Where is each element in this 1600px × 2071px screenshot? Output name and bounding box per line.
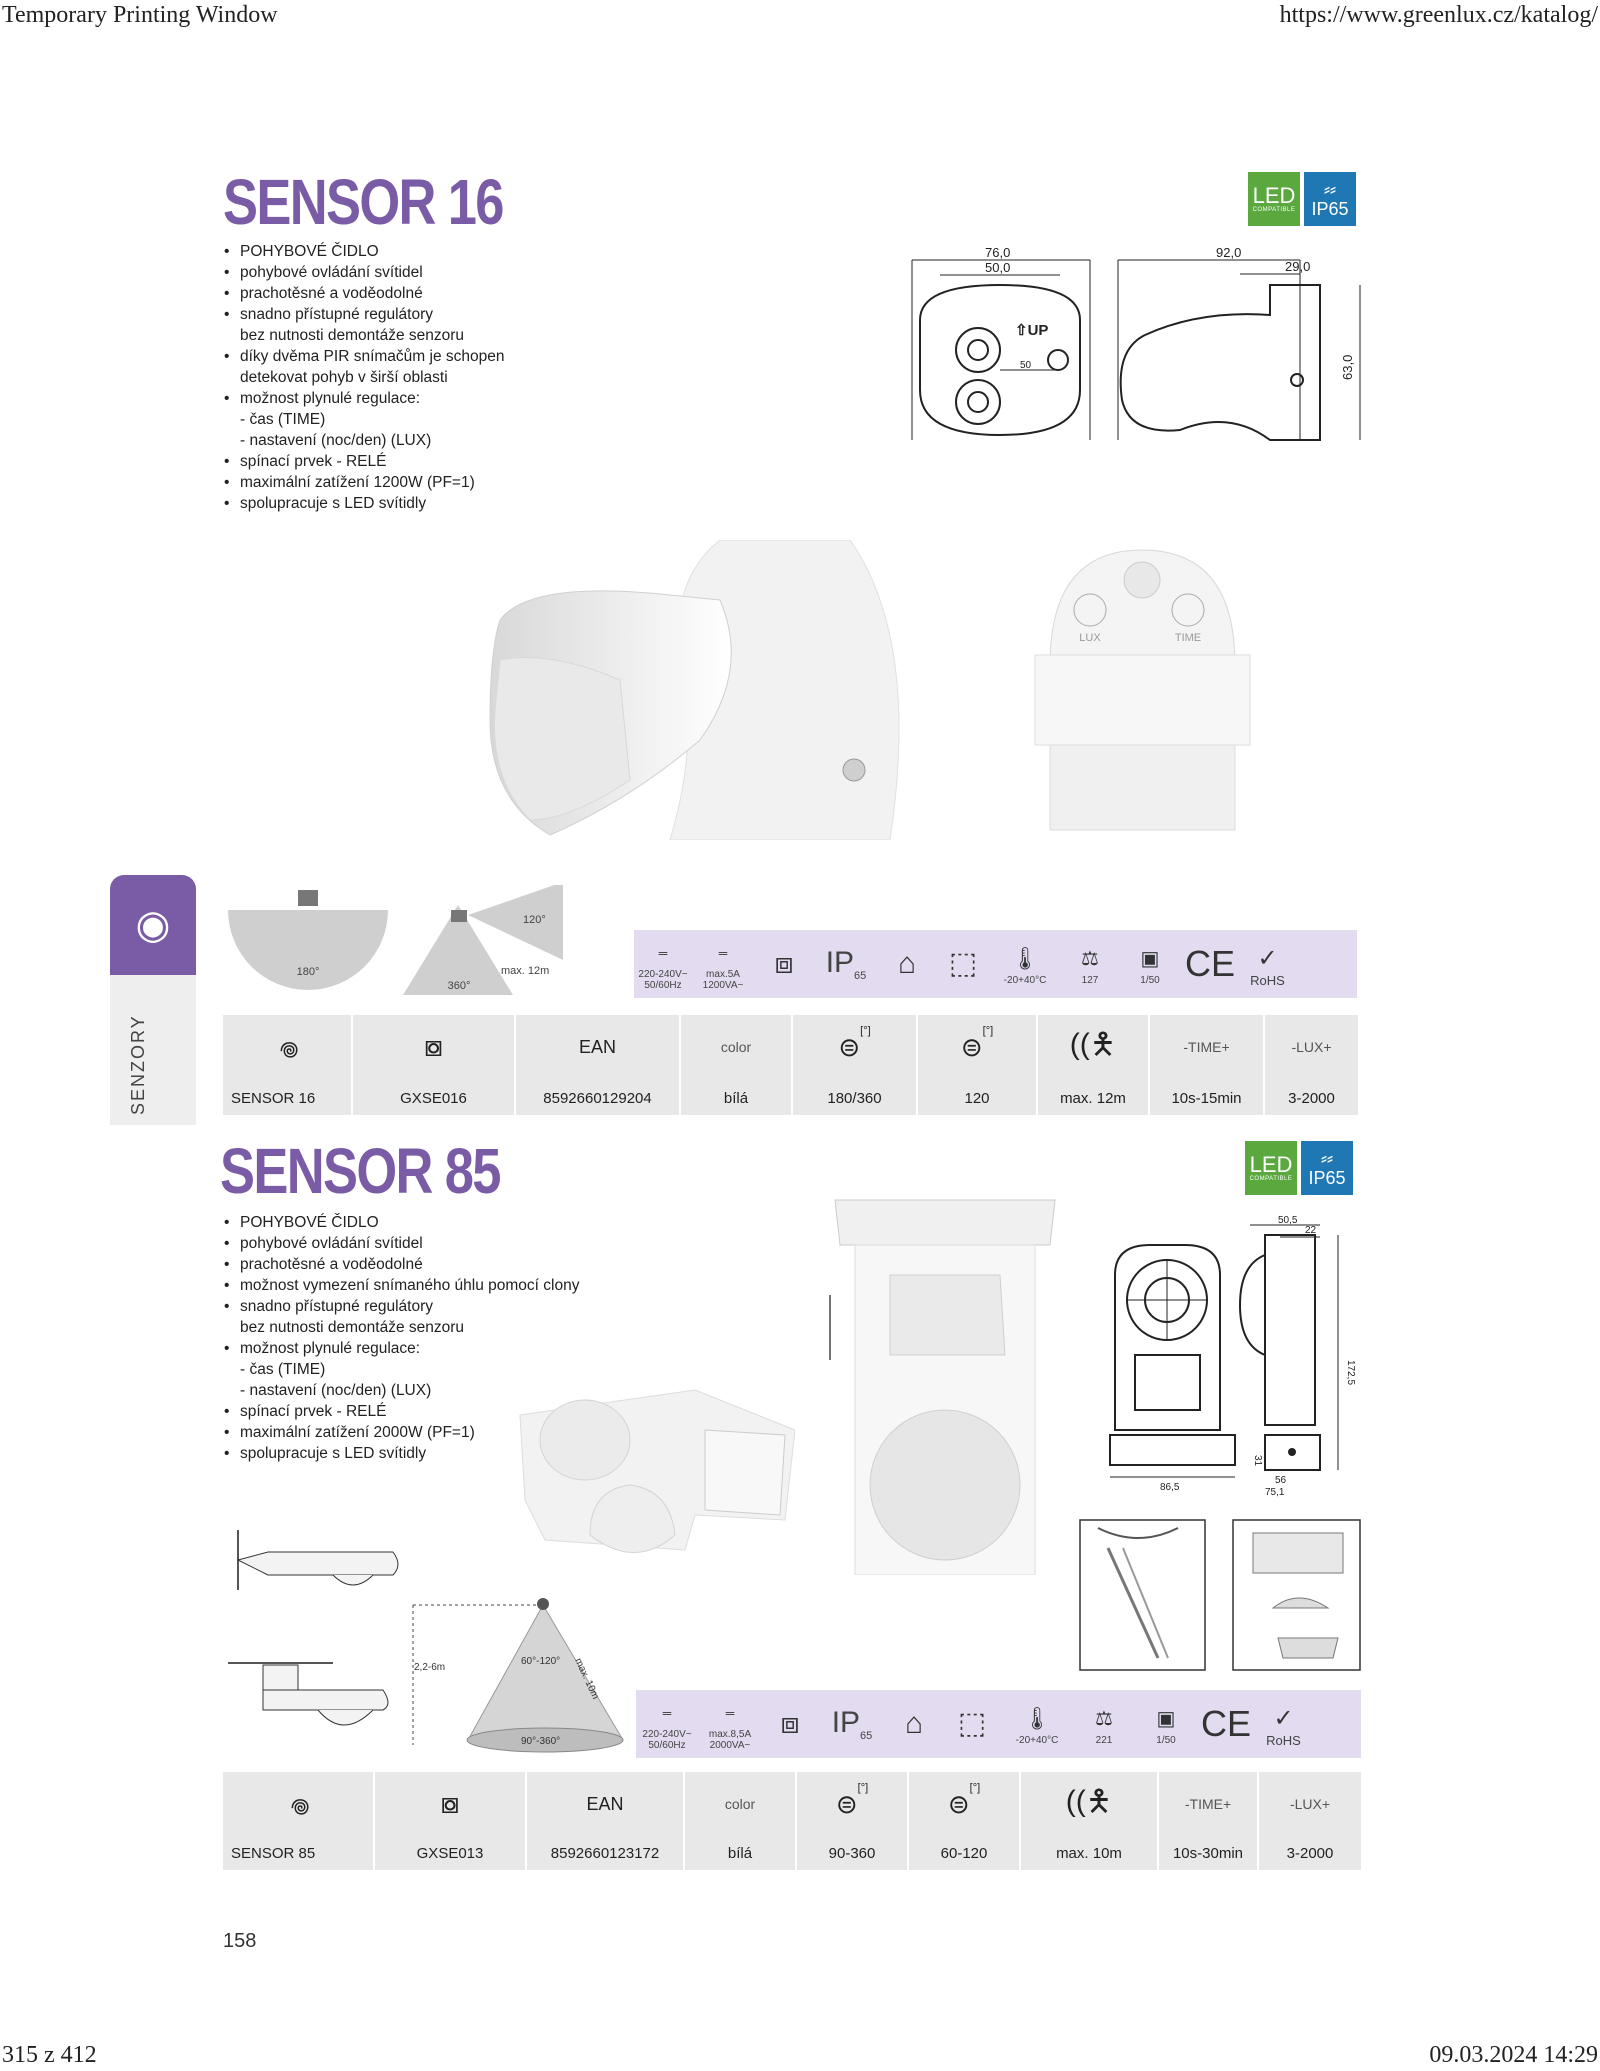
feature-list-sensor16 [222,241,504,514]
lux-knob-icon: -LUX+ [1289,1796,1331,1812]
lux-label: LUX [1079,632,1101,644]
detection-angle-h-cell: ⊜ [°] 180/360 [793,1015,918,1115]
load-icon: ═ [725,1706,735,1720]
feature-item: • pohybové ovládání svítidel [222,262,504,283]
angle-120-label: 120° [523,914,546,926]
dim-height: 172,5 [1345,1360,1356,1386]
rotation-angle-icon: ⊜ [°] [835,1782,869,1819]
dim-base: 56 [1275,1475,1287,1486]
temperature-spec: 🌡 -20+40°C [1002,1703,1072,1746]
feature-item: detekovat pohyb v širší oblasti [240,369,448,386]
product-photo-sensor85-front [825,1195,1065,1575]
shell-box-icon: ⧇ [440,1787,460,1820]
name-cell: 𖦹 SENSOR 16 [223,1015,353,1115]
person-range-icon: ((🯅 [1065,1784,1113,1818]
badge-group-sensor16 [1248,172,1356,226]
sensor-category-icon: ◉ [110,875,196,975]
dim-width-outer: 76,0 [985,245,1011,260]
lux-knob-icon: -LUX+ [1291,1039,1332,1055]
feature-item: • POHYBOVÉ ČIDLO [222,1212,579,1233]
barcode-icon: EAN [586,1793,624,1814]
feature-item: bez nutnosti demontáže senzoru [240,1319,465,1336]
dim-width: 86,5 [1160,1482,1180,1493]
page-number: 158 [223,1930,257,1952]
feature-item: • možnost plynulé regulace: [222,1338,579,1359]
package-spec: ▣ 1/50 [1136,1703,1196,1746]
voltage-spec: ═ 220-240V~ 50/60Hz [634,937,692,991]
feature-item: • díky dvěma PIR snímačům je schopen [222,346,504,367]
page-counter: 315 z 412 [2,2042,97,2068]
dim-depth-outer: 92,0 [1216,245,1242,260]
feature-item: - nastavení (noc/den) (LUX) [240,432,432,449]
mount-height-label: 2,2-6m [414,1662,446,1673]
color-icon: color [724,1796,756,1812]
checkmark-icon: ✓ [1257,944,1278,972]
ip-rating: $IP_{65}$ [825,946,867,982]
product-photo-sensor16-side [470,540,920,840]
feature-item: - čas (TIME) [240,1361,326,1378]
color-cell: color bílá [681,1015,793,1115]
feature-item: • spínací prvek - RELÉ [222,1401,579,1422]
load-spec: ═ max.8,5A 2000VA~ [698,1697,762,1751]
feature-item: - nastavení (noc/den) (LUX) [240,1382,432,1399]
thermometer-icon: 🌡 [1011,945,1039,971]
dimension-drawing-sensor85 [1100,1215,1360,1500]
barcode-icon: EAN [578,1036,616,1057]
feature-item: • spolupracuje s LED svítidly [222,493,504,514]
product-title-sensor85: SENSOR 85 [220,1135,500,1207]
horizontal-angle-label: 90°-360° [521,1736,561,1747]
temperature-spec: 🌡 -20+40°C [990,943,1060,986]
detection-angle-v-cell: ⊜ [°] 60-120 [909,1772,1021,1870]
water-drops-icon: ⸗⸗ [1321,1148,1333,1168]
category-label: SENZORY [128,1014,148,1115]
led-compatible-badge: LED COMPATIBLE [1248,172,1300,226]
code-cell: ⧇ GXSE013 [375,1772,527,1870]
angle-180-label: 180° [296,966,320,978]
info-table-sensor16 [223,1015,1358,1115]
feature-item: bez nutnosti demontáže senzoru [240,327,465,344]
detection-diagram-sensor16 [223,885,573,1000]
shell-icon: 𖦹 [278,1032,300,1066]
feature-item: • možnost plynulé regulace: [222,388,504,409]
feature-item: • prachotěsné a voděodolné [222,1254,579,1275]
dim-fifty: 50 [1020,360,1032,371]
vertical-angle-icon: ⊜ [°] [947,1782,981,1819]
print-window-title: Temporary Printing Window [2,2,278,28]
feature-item: • snadno přístupné regulátory [222,304,504,325]
angle-360-label: 360° [447,980,471,992]
print-timestamp: 09.03.2024 14:29 [1429,2042,1598,2068]
print-url: https://www.greenlux.cz/katalog/ [1279,2,1598,28]
detail-drawings-sensor85 [1078,1518,1363,1673]
code-cell: ⧇ GXSE016 [353,1015,516,1115]
ip-rating: $IP_{65}$ [831,1706,873,1742]
dim-width-inner: 50,0 [985,260,1011,275]
water-drops-icon: ⸗⸗ [1324,179,1336,199]
load-spec: ═ max.5A 1200VA~ [692,937,754,991]
vertical-angle-icon: ⊜ [°] [960,1025,994,1062]
time-knob-icon: -TIME+ [1184,1796,1232,1812]
package-spec: ▣ 1/50 [1120,943,1180,986]
feature-item: • možnost vymezení snímaného úhlu pomocí clony [222,1275,579,1296]
feature-item: • spínací prvek - RELÉ [222,451,504,472]
ce-mark: CE [1184,943,1235,984]
class-ii-icon: ⧈ [774,947,794,980]
lux-cell: -LUX+ 3-2000 [1265,1015,1358,1115]
ac-icon: ═ [662,1706,672,1720]
time-label: TIME [1174,632,1202,644]
name-cell: 𖦹 SENSOR 85 [223,1772,375,1870]
detection-angle-h-cell: ⊜ [°] 90-360 [797,1772,909,1870]
rotation-angle-icon: ⊜ [°] [838,1025,871,1062]
weight-icon: ⚖ [1095,1707,1113,1730]
feature-item: • pohybové ovládání svítidel [222,1233,579,1254]
led-compatible-badge: LED COMPATIBLE [1245,1141,1297,1195]
feature-item: • spolupracuje s LED svítidly [222,1443,579,1464]
feature-item: • POHYBOVÉ ČIDLO [222,241,504,262]
feature-item: • maximální zatížení 1200W (PF=1) [222,472,504,493]
ip65-badge: ⸗⸗ IP65 [1304,172,1356,226]
ce-mark: CE [1200,1703,1251,1744]
feature-item: • maximální zatížení 2000W (PF=1) [222,1422,579,1443]
shell-box-icon: ⧇ [423,1030,444,1063]
product-photo-sensor16-front [1030,545,1255,835]
wall-mount-icon: ⬚ [948,947,978,980]
time-cell: -TIME+ 10s-15min [1150,1015,1265,1115]
load-icon: ═ [718,946,728,960]
color-icon: color [720,1039,752,1055]
class-ii-icon: ⧈ [780,1707,800,1740]
ean-cell: EAN 8592660123172 [527,1772,685,1870]
dim-depth-outer: 50,5 [1278,1215,1298,1226]
weight-icon: ⚖ [1081,947,1099,970]
rohs-mark: ✓ RoHS [1266,1704,1301,1748]
range-label: max. 12m [501,965,550,977]
color-cell: color bílá [685,1772,797,1870]
thermometer-icon: 🌡 [1023,1705,1051,1731]
wall-mount-icon: ⬚ [957,1707,987,1740]
spec-strip-sensor16 [634,930,1357,998]
mounting-diagram-sensor85 [223,1530,633,1760]
checkmark-icon: ✓ [1273,1704,1294,1732]
badge-group-sensor85 [1245,1141,1353,1195]
voltage-spec: ═ 220-240V~ 50/60Hz [636,1697,698,1751]
spec-strip-sensor85 [636,1690,1361,1758]
rohs-mark: ✓ RoHS [1250,944,1285,988]
vertical-angle-label: 60°-120° [521,1656,561,1667]
dim-depth-inner: 29,0 [1285,259,1311,274]
lux-cell: -LUX+ 3-2000 [1259,1772,1361,1870]
sensor-mount-icon [298,890,318,906]
feature-item: • prachotěsné a voděodolné [222,283,504,304]
outdoor-use-icon: ⌂ [904,1707,924,1740]
ean-cell: EAN 8592660129204 [516,1015,681,1115]
weight-spec: ⚖ 127 [1060,943,1120,986]
info-table-sensor85 [223,1772,1361,1870]
category-side-tab [110,875,196,1125]
range-cell: ((🯅 max. 10m [1021,1772,1159,1870]
outdoor-use-icon: ⌂ [897,947,917,980]
up-marking: ⇧UP [1015,322,1049,339]
product-title-sensor16: SENSOR 16 [223,166,503,238]
feature-item: • snadno přístupné regulátory [222,1296,579,1317]
feature-item: - čas (TIME) [240,411,326,428]
box-icon: ▣ [1140,947,1160,970]
ac-icon: ═ [658,946,668,960]
dimension-drawing-sensor16 [900,240,1370,450]
time-knob-icon: -TIME+ [1183,1039,1230,1055]
dim-height: 63,0 [1340,354,1355,380]
shell-icon: 𖦹 [289,1789,311,1823]
range-label: max. 10m [572,1656,601,1702]
range-cell: ((🯅 max. 12m [1038,1015,1150,1115]
box-icon: ▣ [1156,1707,1176,1730]
dim-base-height: 31 [1252,1455,1263,1467]
time-cell: -TIME+ 10s-30min [1159,1772,1259,1870]
person-range-icon: ((🯅 [1069,1027,1117,1061]
ip65-badge: ⸗⸗ IP65 [1301,1141,1353,1195]
dim-depth-inner: 22 [1305,1225,1317,1236]
weight-spec: ⚖ 221 [1072,1703,1136,1746]
dim-total-depth: 75,1 [1265,1487,1285,1498]
detection-angle-v-cell: ⊜ [°] 120 [918,1015,1038,1115]
print-footer [0,2040,1600,2071]
print-header [0,0,1600,34]
